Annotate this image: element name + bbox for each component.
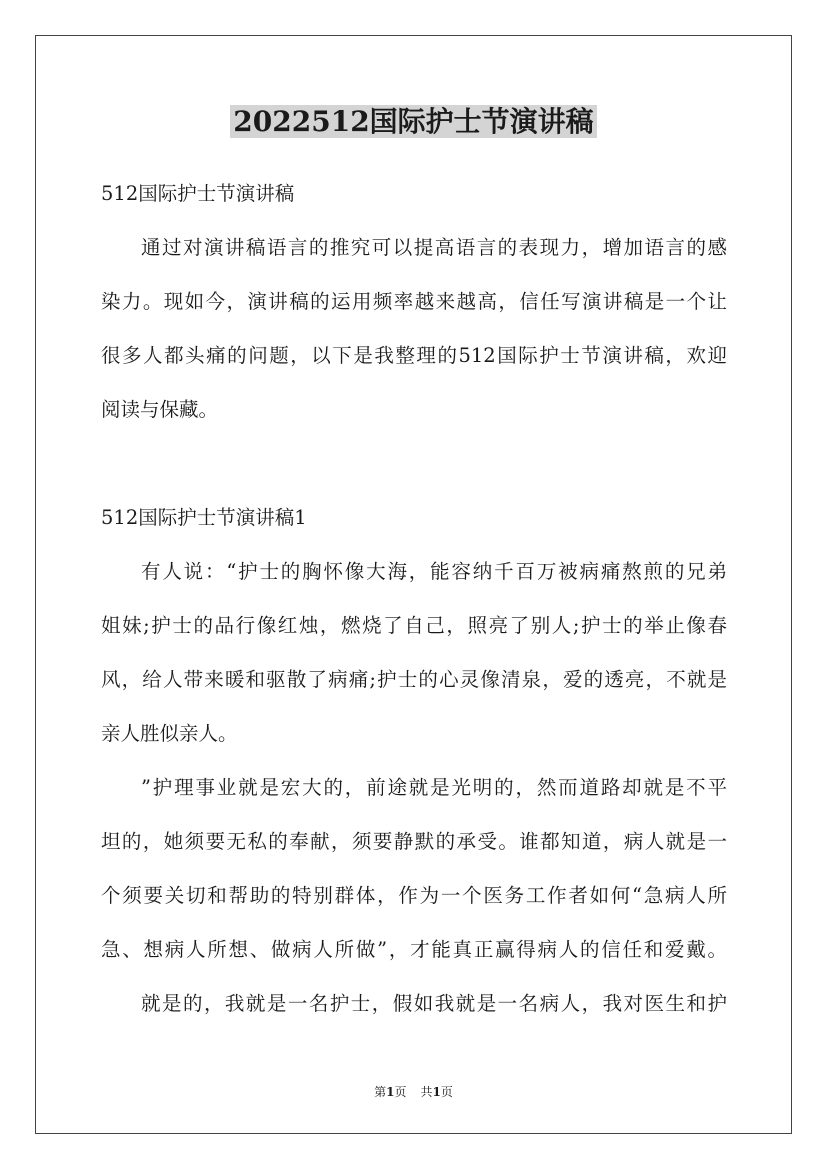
para2-line-2: 坦的，她须要无私的奉献，须要静默的承受。谁都知道，病人就是一 (101, 830, 727, 853)
para1-line-1: 有人说：“护士的胸怀像大海，能容纳千百万被病痛熬煎的兄弟 (141, 560, 727, 583)
para1-line-2: 姐妹;护士的品行像红烛，燃烧了自己，照亮了别人;护士的举止像春 (101, 614, 727, 637)
page-footer (0, 1083, 827, 1101)
footer-total-prefix: 共 (420, 1085, 433, 1099)
document-title (0, 100, 827, 144)
para2-line-1: ”护理事业就是宏大的，前途就是光明的，然而道路却就是不平 (141, 776, 727, 799)
para2-line-3: 个须要关切和帮助的特别群体，作为一个医务工作者如何“急病人所 (101, 884, 727, 907)
para1-line-3: 风，给人带来暖和驱散了病痛;护士的心灵像清泉，爱的透亮，不就是 (101, 668, 727, 691)
footer-total-number: 1 (432, 1085, 441, 1099)
intro-line-2: 染力。现如今，演讲稿的运用频率越来越高，信任写演讲稿是一个让 (101, 290, 727, 313)
intro-line-1: 通过对演讲稿语言的推究可以提高语言的表现力，增加语言的感 (141, 236, 727, 259)
intro-line-4: 阅读与保藏。 (101, 398, 219, 421)
para2-line-4: 急、想病人所想、做病人所做”，才能真正赢得病人的信任和爱戴。 (101, 938, 727, 961)
document-subtitle: 512国际护士节演讲稿 (101, 182, 295, 205)
para3-line-1: 就是的，我就是一名护士，假如我就是一名病人，我对医生和护 (141, 992, 727, 1015)
footer-page-number: 1 (386, 1085, 395, 1099)
footer-page-prefix: 第 (374, 1085, 387, 1099)
footer-total-suffix: 页 (440, 1085, 453, 1099)
footer-page-suffix: 页 (394, 1085, 407, 1099)
para1-line-4: 亲人胜似亲人。 (101, 722, 238, 745)
intro-line-3: 很多人都头痛的问题，以下是我整理的512国际护士节演讲稿，欢迎 (101, 344, 727, 367)
document-title-text: 2022512国际护士节演讲稿 (230, 105, 596, 138)
section-heading: 512国际护士节演讲稿1 (101, 506, 307, 529)
